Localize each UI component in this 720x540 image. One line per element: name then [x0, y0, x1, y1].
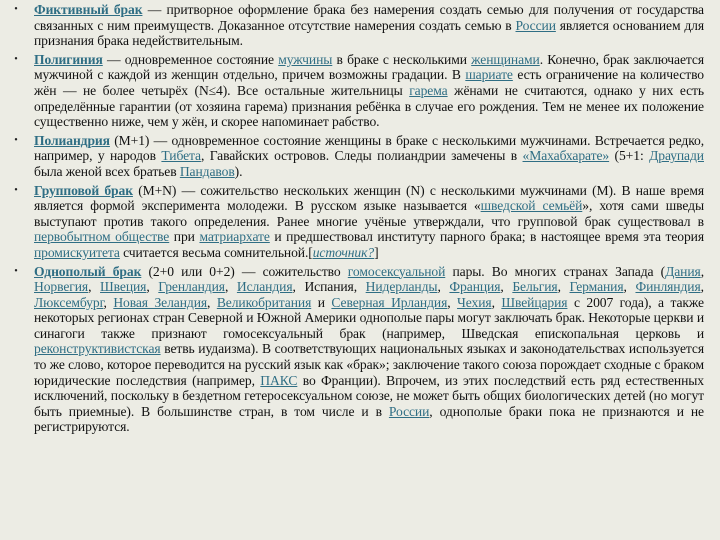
text-run: пары. Во многих странах Запада (	[445, 263, 666, 279]
text-run: ,	[491, 294, 502, 310]
text-run: ,	[700, 263, 704, 279]
text-link[interactable]: промискуитета	[34, 244, 120, 260]
bullet-icon: •	[14, 4, 18, 15]
text-run: , Гавайских островов. Следы полиандрии замечены в	[200, 148, 523, 164]
term-link[interactable]: Полигиния	[34, 51, 103, 67]
list-item	[10, 183, 704, 261]
text-run: ,	[88, 279, 101, 295]
text-link[interactable]: Норвегия	[34, 279, 89, 295]
text-link[interactable]: Гренландия	[158, 279, 225, 295]
text-run: считается весьма сомнительной.[	[119, 244, 313, 260]
text-run: — одновременное состояние	[102, 51, 279, 67]
text-link[interactable]: матриархате	[199, 229, 270, 245]
text-run: ,	[557, 279, 570, 295]
text-run: и	[311, 294, 332, 310]
text-run: ,	[447, 294, 458, 310]
text-link[interactable]: России	[515, 17, 556, 33]
list-item	[10, 2, 704, 49]
list-item	[10, 52, 704, 130]
list-item	[10, 133, 704, 180]
text-link[interactable]: Дания	[665, 263, 701, 279]
text-run: есть ограничение на количество жён — не более четырёх (N≤4). Все остальные жительницы	[34, 67, 704, 98]
text-link[interactable]: Швеция	[100, 279, 147, 295]
text-link[interactable]: Франция	[449, 279, 501, 295]
text-link[interactable]: Финляндия	[635, 279, 701, 295]
text-run: (M+N) — сожительство нескольких женщин (N) с несколькими мужчинами (M). В наше время является формой эксперимента молодежи. В русском языке называется «	[34, 182, 704, 214]
text-run: ,	[623, 279, 636, 295]
text-link[interactable]: Швейцария	[501, 294, 568, 310]
list-item	[10, 264, 704, 436]
marriage-types-list	[10, 2, 704, 435]
text-run: при	[169, 229, 200, 245]
text-run: ,	[500, 279, 513, 295]
text-run: ,	[207, 294, 217, 310]
text-link[interactable]: Пандавов	[179, 163, 235, 179]
text-run: . Конечно, брак заключается мужчиной с каждой из женщин отдельно, причем возможны градации. В	[34, 51, 704, 83]
text-run: ]	[374, 244, 379, 260]
text-link[interactable]: Новая Зеландия	[113, 294, 208, 310]
text-run: в браке с несколькими	[332, 51, 472, 67]
text-run: жёнами не считаются, однако у них есть определённые гарантии (от хозяина гарема) признания ребёнка в случае его рождения. Тем не менее их положение существенно ниже, чем у жён, и скорее напоминает рабство.	[34, 82, 704, 130]
text-run: ).	[234, 163, 243, 179]
text-link[interactable]: ПАКС	[260, 372, 298, 388]
text-run: , однополые браки пока не признаются и не регистрируются.	[34, 403, 704, 435]
text-link[interactable]: «Махабхарате»	[522, 148, 610, 164]
bullet-icon: •	[14, 53, 18, 65]
text-link[interactable]: мужчины	[278, 51, 333, 67]
text-link[interactable]: Германия	[569, 279, 624, 295]
text-run: с 2007 года), а также некоторых регионах стран Северной и Южной Америки однополые пары могут заключать брак. Некоторые церкви и синагоги также признают гомосексуальный брак (например, Шведская епископальная церковь и	[34, 294, 704, 341]
text-link[interactable]: Чехия	[457, 294, 492, 310]
text-run: (2+0 или 0+2) — сожительство	[141, 263, 348, 279]
bullet-icon: •	[14, 265, 18, 277]
bullet-icon: •	[14, 184, 18, 196]
text-run: ,	[700, 279, 704, 295]
text-run: (M+1) — одновременное состояние женщины в браке с несколькими мужчинами. Встречается редко, например, у народов	[34, 132, 704, 164]
text-link[interactable]: Исландия	[236, 279, 293, 295]
text-run: », хотя сами шведы выступают против такого определения. Ранее многие учёные утверждали, что групповой брак существовал в	[34, 198, 704, 229]
text-run: во Франции). Впрочем, из этих последствий есть ряд естественных исключений, поскольку в бездетном гетеросексуальном союзе, не может быть общих биологических детей (но могут быть приемные). В большинстве стран, в том числе и в	[34, 372, 704, 419]
text-link[interactable]: гомосексуальной	[347, 263, 446, 279]
text-run: ветвь иудаизма). В соответствующих национальных языках и законодательствах используется то же слово, которое переводится на русский язык как «брак»; заключение такого союза порождает сходные с браком юридические последствия (например,	[34, 341, 704, 388]
text-link[interactable]: гарема	[409, 82, 448, 98]
text-run: ,	[146, 279, 159, 295]
text-link[interactable]: Великобритания	[216, 294, 312, 310]
term-link[interactable]: Однополый брак	[34, 263, 142, 279]
text-run: ,	[103, 294, 114, 310]
text-run: — притворное оформление брака без намерения создать семью для получения от государства связанных с ним преимуществ. Доказанное отсутствие намерения создать семью в	[34, 2, 704, 33]
text-link[interactable]: первобытном обществе	[34, 229, 170, 245]
text-link[interactable]: Драупади	[649, 148, 704, 164]
text-link[interactable]: шведской семьёй	[480, 198, 583, 214]
text-run: , Испания,	[292, 279, 366, 295]
text-run: и предшествовал институту парного брака; в настоящее время эта теория	[269, 229, 704, 245]
text-link[interactable]: Тибета	[161, 148, 201, 164]
text-link[interactable]: женщинами	[471, 51, 540, 67]
citation-needed-link[interactable]: источник?	[312, 244, 375, 260]
text-link[interactable]: России	[388, 403, 430, 419]
term-link[interactable]: Полиандрия	[34, 132, 110, 148]
text-run: была женой всех братьев	[34, 163, 180, 179]
text-link[interactable]: Люксембург	[34, 294, 104, 310]
text-link[interactable]: Бельгия	[512, 279, 558, 295]
text-run: ,	[437, 279, 450, 295]
text-link[interactable]: Нидерланды	[365, 279, 438, 295]
text-link[interactable]: реконструктивистская	[34, 341, 161, 357]
term-link[interactable]: Фиктивный брак	[34, 2, 143, 17]
text-link[interactable]: Северная Ирландия	[331, 294, 448, 310]
text-run: (5+1:	[609, 148, 650, 164]
text-link[interactable]: шариате	[465, 67, 513, 83]
text-run: является основанием для признания брака недействительным.	[34, 17, 704, 49]
bullet-icon: •	[14, 134, 18, 146]
term-link[interactable]: Групповой брак	[34, 182, 133, 198]
text-run: ,	[224, 279, 237, 295]
